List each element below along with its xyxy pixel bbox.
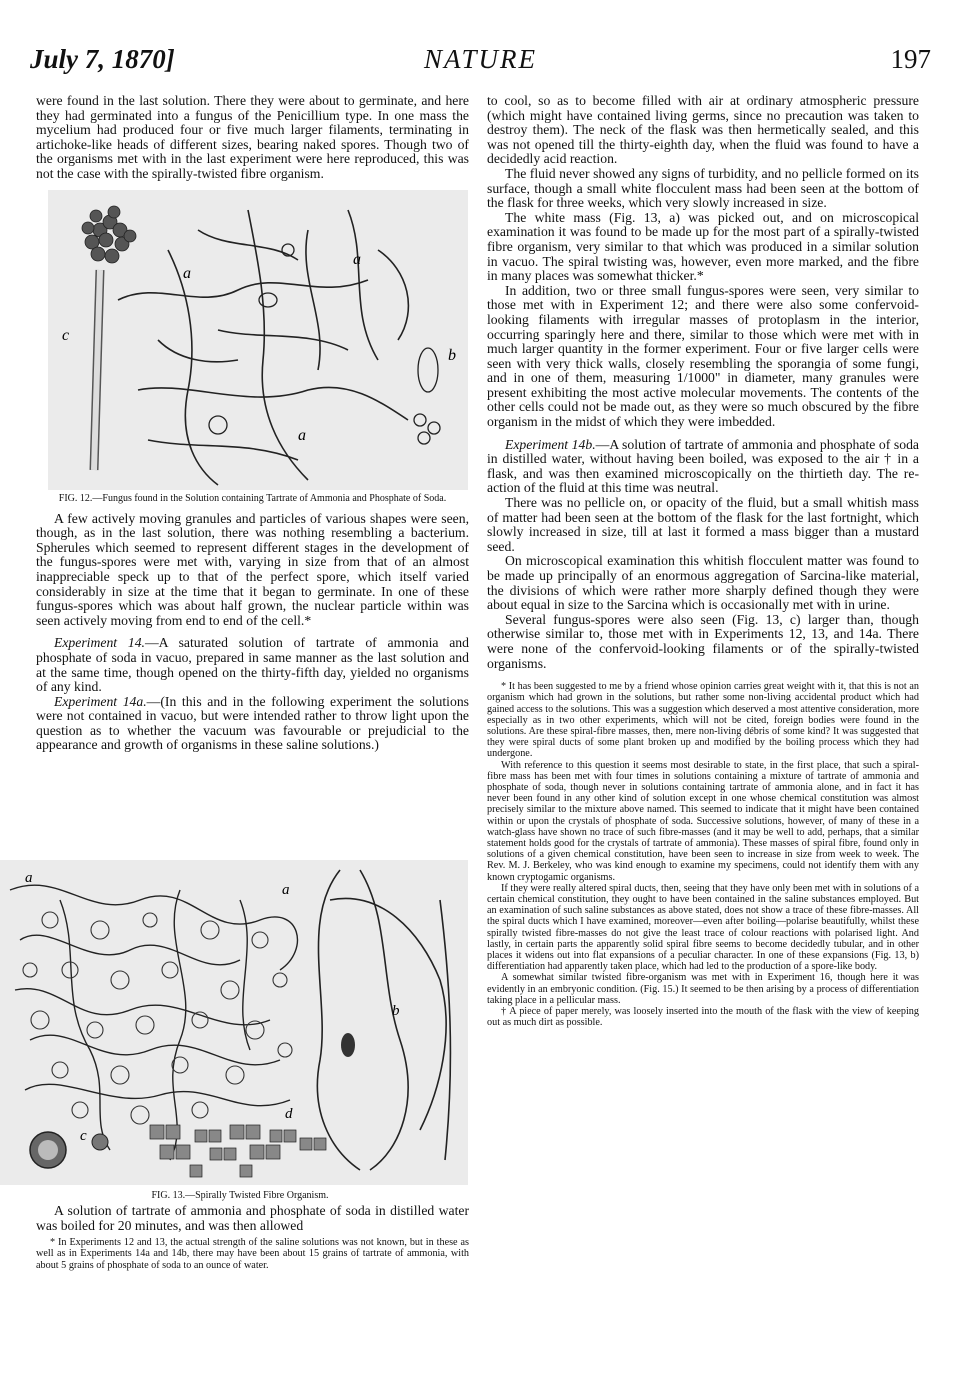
- fig12-label-c: c: [62, 326, 70, 344]
- fig13-label-c: c: [80, 1128, 87, 1144]
- right-paragraph-6: On microscopical examination this whitish flocculent matter was found to be made up principally of an enormous aggregation of Sarcina-like material, the divisions of which were rather more sharply defined though they were about equal in size to the Sarcina which is occasionally met with in urine.: [487, 553, 919, 613]
- left-paragraph-3: A solution of tartrate of ammonia and phosphate of soda in distilled water was boiled for 20 minutes, and was then allowed: [36, 1203, 469, 1233]
- fig13-label-d: d: [285, 1106, 293, 1122]
- footnote-5: † A piece of paper merely, was loosely inserted into the mouth of the flask with the view of keeping out as much dirt as possible.: [487, 1006, 919, 1029]
- fig12-label-a1: a: [183, 264, 191, 282]
- experiment-14a-label: Experiment 14a.: [54, 693, 147, 709]
- experiment-14-text: —A saturated solution of tartrate of ammonia and phosphate of soda in vacuo, prepared in same manner as the last solution and at the same time, though opened on the thirty-fifth day, yielded no organisms of any kind.: [36, 635, 469, 695]
- left-footnote: * In Experiments 12 and 13, the actual strength of the saline solutions was not known, but in these as well as in Experiments 14a and 14b, there may have been about 15 grains of tartrate of ammonia, with about 5 grains of phosphate of soda to an ounce of water.: [36, 1237, 469, 1271]
- fig12-label-a2: a: [353, 250, 361, 268]
- experiment-14b-text: —A solution of tartrate of ammonia and phosphate of soda in distilled water, without having been boiled, was exposed to the air † in a flask, and was then examined microscopically on the thirtieth day. The re-action of the fluid at this time was neutral.: [487, 436, 919, 496]
- right-paragraph-2: The fluid never showed any signs of turbidity, and no pellicle formed on its surface, though a small white flocculent mass had been seen at the bottom of the flask for three weeks, which very slowly increased in size.: [487, 165, 919, 211]
- figure-13-caption: FIG. 13.—Spirally Twisted Fibre Organism.: [151, 1190, 329, 1201]
- fig12-label-a3: a: [298, 426, 306, 444]
- experiment-14b-label: Experiment 14b.: [505, 436, 596, 452]
- left-column: [36, 94, 469, 753]
- footnote-1: * It has been suggested to me by a friend whose opinion carries great weight with it, that this is not an organism which had grown in the solutions, but rather some non-living accidental product which had gained access to the solutions. This was a suggestion which deserved a most attentive consideration, more especially as in two other experiments, which will not be cited, foreign bodies were found in the solutions. Are these spiral-fibre masses, then, mere non-living débris of some kind? It was suggested that they were spiral ducts of some plant broken up and modified by the boiling process which they had undergone.: [487, 681, 919, 760]
- right-paragraph-4: In addition, two or three small fungus-spores were seen, very similar to those met with in Experiment 12; and there were also some confervoid-looking filaments with irregular masses of protoplasm in the interior, occurring sparingly here and there, similar to those which were met with in much larger quantity in the former experiment. Four or five larger cells were seen with very thick walls, closely resembling the sporangia of some fungi, and in one of them, measuring 1/1000" in diameter, many granules were present exhibiting the most active molecular movements. The contents of the other cells could not be made out, as they were so much obscured by the fibre organism in the midst of which they were imbedded.: [487, 282, 919, 430]
- left-paragraph-1: were found in the last solution. There they were about to germinate, and here they had germinated into a fungus of the Penicillium type. In one mass the mycelium had produced four or five much larger filaments, terminating in artichoke-like heads of different sizes, bearing naked spores. Though two of the organisms met with in the last experiment were here reproduced, this was not the case with the spirally-twisted fibre organism.: [36, 93, 469, 181]
- left-column-bottom: [36, 1204, 469, 1271]
- spiral-fibre-illustration: [0, 860, 468, 1185]
- fig13-label-a1: a: [25, 870, 33, 886]
- right-paragraph-1: to cool, so as to become filled with air at ordinary atmospheric pressure (which might have contained living germs, since no precaution was taken to destroy them). The neck of the flask was then hermetically sealed, and this was not opened till the thirty-eighth day, when the fluid was found to have a decidedly acid reaction.: [487, 93, 919, 167]
- fig12-label-b: b: [448, 346, 456, 364]
- page-number: 197: [890, 44, 931, 74]
- left-paragraph-2: A few actively moving granules and particles of various shapes were seen, though, as in the last solution, there was nothing resembling a bacterium. Spherules which seemed to represent different stages in the development of the fungus-spores were met with, varying in size from that of an almost inappreciable speck up to that of the perfect spore, which itself varied considerably in size at the time that it began to germinate. In one of these fungus-spores which was about half grown, the nuclear particle within was seen actively moving from end to end of the cell.*: [36, 510, 469, 628]
- figure-12: [48, 190, 468, 490]
- right-paragraph-5: There was no pellicle on, or opacity of the fluid, but a small whitish mass of matter had been seen at the bottom of the flask for the last fortnight, which slowly increased in size, till at last it formed a mass bigger than a mustard seed.: [487, 495, 919, 554]
- right-paragraph-3: The white mass (Fig. 13, a) was picked out, and on microscopical examination it was found to be made up for the most part of a spirally-twisted fibre organism, very similar to that which was produced in a similar solution in vacuo. The spiral twisting was, however, even more marked, and the fibre in many places was somewhat thicker.*: [487, 209, 919, 284]
- experiment-14a-text: —(In this and in the following experiment the solutions were not contained in vacuo, but were intended rather to throw light upon the question as to whether the vacuum was favourable or prejudicial to the appearance and growth of organisms in these saline solutions.): [36, 693, 469, 753]
- fig13-label-b: b: [392, 1003, 400, 1019]
- fig13-label-a2: a: [282, 882, 290, 898]
- footnote-4: A somewhat similar twisted fibre-organism was met with in Experiment 16, though here it was evidently in an embryonic condition. (Fig. 15.) It seemed to be then arising by a process of differentiation taking place in a pellicular mass.: [487, 972, 919, 1006]
- issue-date: July 7, 1870]: [30, 44, 175, 74]
- journal-title: NATURE: [424, 44, 537, 74]
- right-column: [487, 94, 919, 1028]
- experiment-14-label: Experiment 14.: [54, 635, 145, 651]
- right-footnotes: [487, 681, 919, 1028]
- footnote-3: If they were really altered spiral ducts, then, seeing that they have only been met with in solutions of a certain chemical constitution, they ought to have been contained in the saline substances employed. But an examination of such saline substances as above stated, does not show a trace of these fibre-masses. All the spiral ducts which I have examined, moreover—even after boiling—polarise beautifully, whilst these spirally twisted fibre-masses do not give the least trace of colour reactions with polarised light. And lastly, in certain parts the apparently solid spiral fibre seems to become decidedly tubular, and in other places it widens out into flat expansions of a peculiar character. In one of these expansions (Fig. 13, b) differentiation had apparently taken place, which had led to the production of a spore-like body.: [487, 882, 919, 973]
- running-header: [30, 40, 931, 80]
- figure-12-caption: FIG. 12.—Fungus found in the Solution containing Tartrate of Ammonia and Phosphate of Soda.: [58, 492, 447, 504]
- footnote-2: With reference to this question it seems most desirable to state, in the first place, that such a spiral-fibre mass has been met with four times in solutions containing a mixture of tartrate of ammonia and phosphate of soda, though never in solutions containing tartrate of ammonia alone, and in fact it has never been found in any other kind of solution except in one whose chemical constitution was almost precisely similar to the mixture above named. This seemed to indicate that it might have been contained within or upon the crystals of phosphate of soda. Successive solutions, however, of many of these in a watch-glass have shown no trace of such fibre-masses (and it may be well to add, perhaps, that a similar statement holds good for the crystals of tartrate of ammonia). These masses of spiral fibre, found only in solutions of a given chemical constitution, have been seen to increase in size from week to week. The Rev. M. J. Berkeley, who was kind enough to examine my specimens, could not identify them with any known cryptogamic organisms.: [487, 759, 919, 883]
- figure-13: [0, 860, 468, 1185]
- right-paragraph-7: Several fungus-spores were also seen (Fig. 13, c) larger than, though otherwise similar to, those met with in Experiments 12, 13, and 14a. There were none of the confervoid-looking filaments or of the spirally-twisted organisms.: [487, 611, 919, 671]
- fungus-illustration: [48, 190, 468, 490]
